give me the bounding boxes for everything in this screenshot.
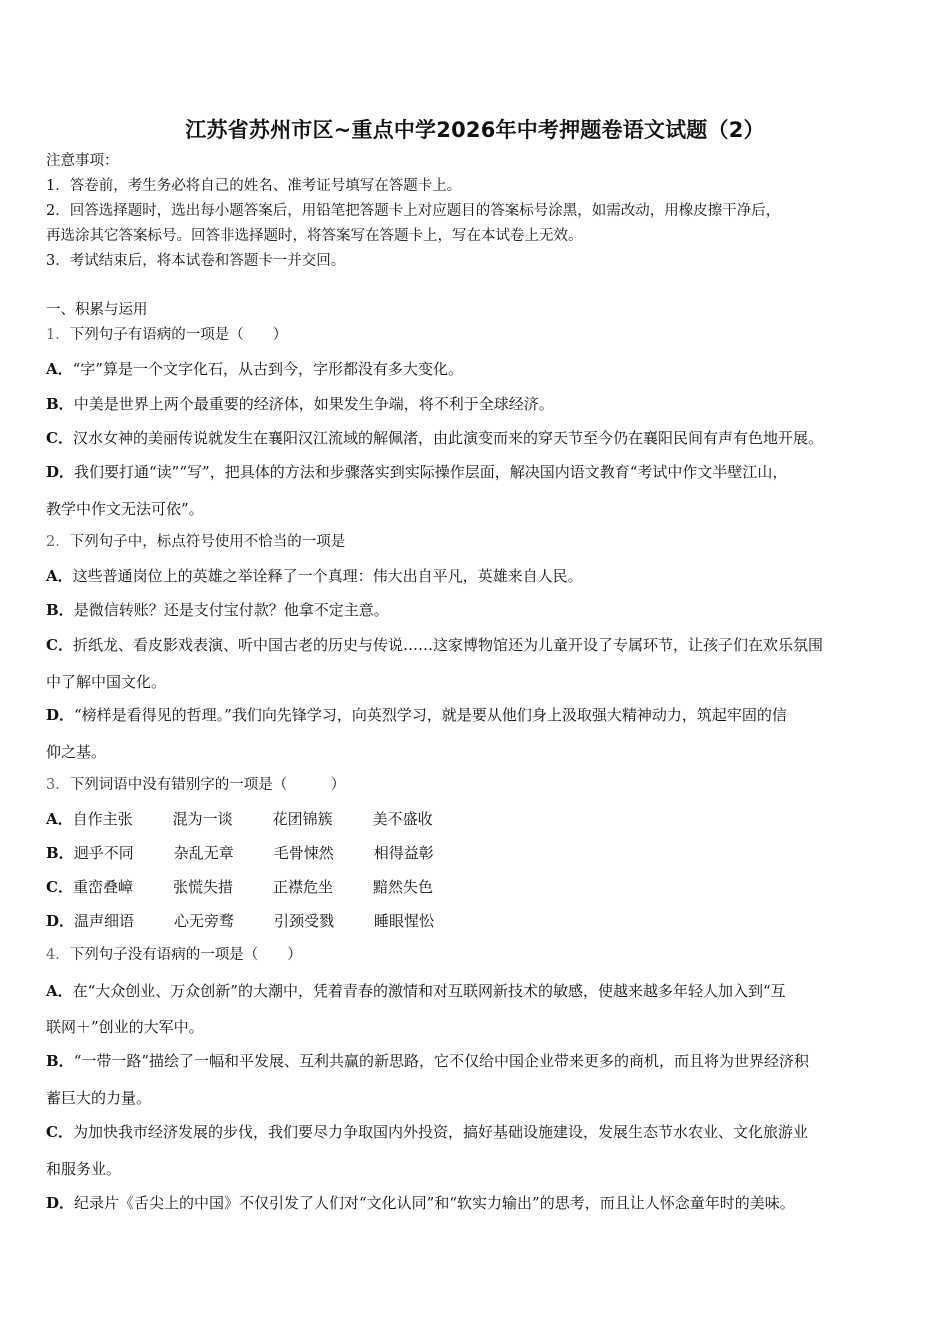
question-number: 2． [46, 534, 70, 550]
question-1-stem [46, 326, 287, 344]
q1-option-d [46, 463, 787, 481]
q4-option-d [46, 1194, 795, 1212]
notice-heading: 注意事项： [46, 153, 119, 169]
question-number: 3． [46, 777, 70, 793]
option-label: C． [46, 429, 73, 447]
option-label: A． [46, 810, 73, 828]
question-2-stem [46, 533, 345, 551]
q4-option-b [46, 1052, 809, 1070]
q3-option-d [46, 912, 434, 930]
option-label: B． [46, 601, 74, 619]
option-label: C． [46, 878, 73, 896]
option-text: 中美是世界上两个最重要的经济体，如果发生争端，将不利于全球经济。 [73, 395, 554, 413]
option-label: B． [46, 395, 74, 413]
notice-item: 1．答卷前，考生务必将自己的姓名、准考证号填写在答题卡上。 [46, 178, 462, 194]
option-label: D． [46, 912, 75, 930]
question-number: 1． [46, 327, 70, 343]
q2-option-b [46, 601, 389, 619]
q1-option-b [46, 395, 554, 413]
option-label: B． [46, 844, 74, 862]
word: 心无旁骛 [174, 912, 235, 930]
word: 张慌失措 [172, 878, 233, 896]
q4-option-c [46, 1123, 808, 1141]
q1-option-c [46, 429, 823, 447]
question-3-stem [46, 776, 345, 794]
option-text: 折纸龙、看皮影戏表演、听中国古老的历史与传说……这家博物馆还为儿童开设了专属环节，让孩子们在欢乐氛围 [72, 636, 823, 654]
q2-option-a [46, 567, 583, 585]
page-title: 江苏省苏州市区~重点中学2026年中考押题卷语文试题（2） [185, 118, 765, 142]
question-4-stem [46, 946, 302, 964]
q1-option-a [46, 360, 463, 378]
question-text: 下列词语中没有错别字的一项是（ ） [69, 777, 346, 793]
word: 温声细语 [74, 912, 135, 930]
q2-option-d-cont: 仰之基。 [46, 743, 107, 761]
word: 睡眼惺忪 [374, 912, 435, 930]
q2-option-c-cont: 中了解中国文化。 [46, 673, 167, 691]
q2-option-d [46, 706, 787, 724]
q3-option-a [46, 810, 433, 828]
q1-option-d-cont: 教学中作文无法可依”。 [46, 500, 204, 518]
option-label: C． [46, 636, 73, 654]
q3-option-c [46, 878, 433, 896]
notice-item: 3．考试结束后，将本试卷和答题卡一并交回。 [46, 253, 346, 269]
option-text: 为加快我市经济发展的步伐，我们要尽力争取国内外投资，搞好基础设施建设，发展生态节水农业、文化旅游业 [72, 1123, 808, 1141]
option-text: 是微信转账？还是支付宝付款？他拿不定主意。 [73, 601, 389, 619]
option-label: D． [46, 706, 75, 724]
word: 迥乎不同 [73, 844, 134, 862]
option-label: C． [46, 1123, 73, 1141]
word: 相得益彰 [373, 844, 434, 862]
word: 黯然失色 [372, 878, 433, 896]
option-text: 这些普通岗位上的英雄之举诠释了一个真理：伟大出自平凡，英雄来自人民。 [72, 567, 583, 585]
word: 自作主张 [72, 810, 133, 828]
option-label: A． [46, 982, 73, 1000]
option-label: D． [46, 1194, 75, 1212]
question-text: 下列句子有语病的一项是（ ） [69, 327, 288, 343]
option-label: A． [46, 567, 73, 585]
notice-item: 再选涂其它答案标号。回答非选择题时，将答案写在答题卡上，写在本试卷上无效。 [46, 228, 583, 244]
q4-option-a [46, 982, 786, 1000]
word: 美不盛收 [372, 810, 433, 828]
word: 混为一谈 [172, 810, 233, 828]
word: 毛骨悚然 [273, 844, 334, 862]
option-text: 在“大众创业、万众创新”的大潮中，凭着青春的激情和对互联网新技术的敏感，使越来越多年轻人加入到“互 [72, 982, 786, 1000]
q4-option-a-cont: 联网＋”创业的大军中。 [46, 1018, 204, 1036]
option-text: “一带一路”描绘了一幅和平发展、互利共赢的新思路，它不仅给中国企业带来更多的商机，而且将为世界经济积 [73, 1052, 810, 1070]
option-text: 汉水女神的美丽传说就发生在襄阳汉江流域的解佩渚，由此演变而来的穿天节至今仍在襄阳民间有声有色地开展。 [72, 429, 823, 447]
q4-option-c-cont: 和服务业。 [46, 1160, 122, 1178]
option-text: “字”算是一个文字化石，从古到今，字形都没有多大变化。 [72, 360, 463, 378]
question-number: 4． [46, 947, 70, 963]
q3-option-b [46, 844, 434, 862]
word: 正襟危坐 [272, 878, 333, 896]
q2-option-c [46, 636, 823, 654]
word: 花团锦簇 [272, 810, 333, 828]
option-label: A． [46, 360, 73, 378]
question-text: 下列句子没有语病的一项是（ ） [69, 947, 302, 963]
notice-item: 2．回答选择题时，选出每小题答案后，用铅笔把答题卡上对应题目的答案标号涂黑，如需改动，用橡皮擦干净后， [46, 203, 781, 219]
word: 杂乱无章 [173, 844, 234, 862]
q4-option-b-cont: 蓄巨大的力量。 [46, 1089, 152, 1107]
option-label: B． [46, 1052, 74, 1070]
option-text: 纪录片《舌尖上的中国》不仅引发了人们对“文化认同”和“软实力输出”的思考，而且让人怀念童年时的美味。 [74, 1194, 795, 1212]
section-heading: 一、积累与运用 [46, 302, 148, 318]
option-text: 我们要打通“读”“写”，把具体的方法和步骤落实到实际操作层面，解决国内语文教育“考试中作文半壁江山， [74, 463, 788, 481]
word: 重峦叠嶂 [72, 878, 133, 896]
word: 引颈受戮 [274, 912, 335, 930]
question-text: 下列句子中，标点符号使用不恰当的一项是 [69, 534, 346, 550]
option-label: D． [46, 463, 75, 481]
option-text: “榜样是看得见的哲理。”我们向先锋学习，向英烈学习，就是要从他们身上汲取强大精神动力，筑起牢固的信 [74, 706, 787, 724]
